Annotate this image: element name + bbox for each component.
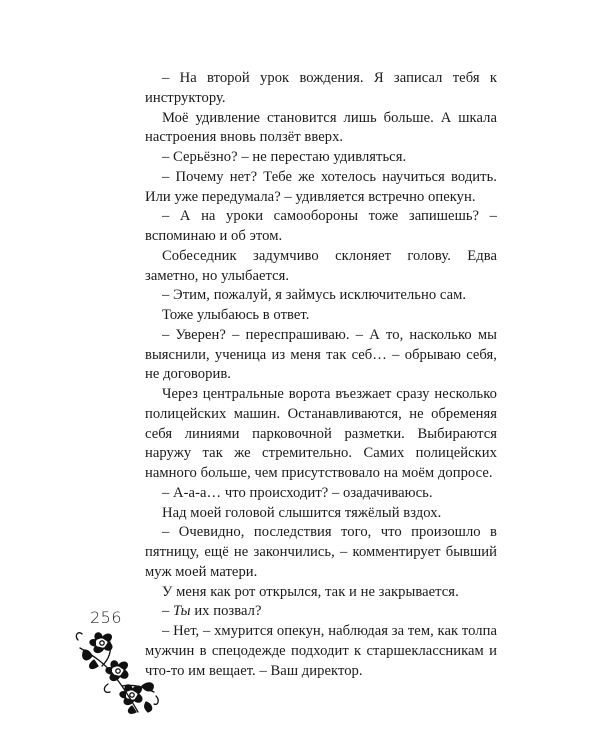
paragraph: Моё удивление становится лишь больше. А шкала настроения вновь ползёт вверх. [145,109,497,146]
emphasis-ty: Ты [173,603,191,620]
paragraph-ty: – Ты их позвал? [162,603,262,620]
paragraph: – А-а-а… что происходит? – озадачиваюсь. [162,484,433,501]
paragraph: Через центральные ворота въезжает сразу несколько полицейских машин. Останавливаются, не обременяя себя линиями парковочной разметки. Выбираются наружу так же стремительно. Самих полицейских намного больше, чем присутствовало на моём допросе. [145,386,497,481]
paragraph-last: – Нет, – хмурится опекун, наблюдая за тем, как толпа мужчин в спецодежде подходит к старшеклассникам и что-то им вещает. – Ваш директор. [145,623,497,679]
floral-ornament-icon [72,626,164,718]
paragraph: – Этим, пожалуй, я займусь исключительно сам. [162,287,467,304]
page-number: 256 [90,608,123,627]
paragraph: У меня как рот открылся, так и не закрывается. [162,583,459,600]
paragraph: – Почему нет? Тебе же хотелось научиться водить. Или уже передумала? – удивляется встречно опекун. [145,168,497,205]
paragraph: Над моей головой слышится тяжёлый вздох. [162,504,442,521]
paragraph: – Уверен? – переспрашиваю. – А то, насколько мы выяснили, ученица из меня так себ… – обрываю себя, не договорив. [145,326,497,383]
paragraph: – А на уроки самообороны тоже запишешь? – вспоминаю и об этом. [145,208,497,244]
paragraph-ty-rest: их позвал? [190,603,262,620]
paragraph: – Очевидно, последствия того, что произошло в пятницу, ещё не закончились, – комментирует бывший муж моей матери. [145,524,497,580]
body-text [145,69,497,681]
paragraph: – Серьёзно? – не перестаю удивляться. [162,149,407,165]
paragraph: Тоже улыбаюсь в ответ. [162,307,310,323]
paragraph: Собеседник задумчиво склоняет голову. Едва заметно, но улыбается. [145,247,497,284]
paragraph: – На второй урок вождения. Я записал тебя к инструктору. [145,70,497,106]
